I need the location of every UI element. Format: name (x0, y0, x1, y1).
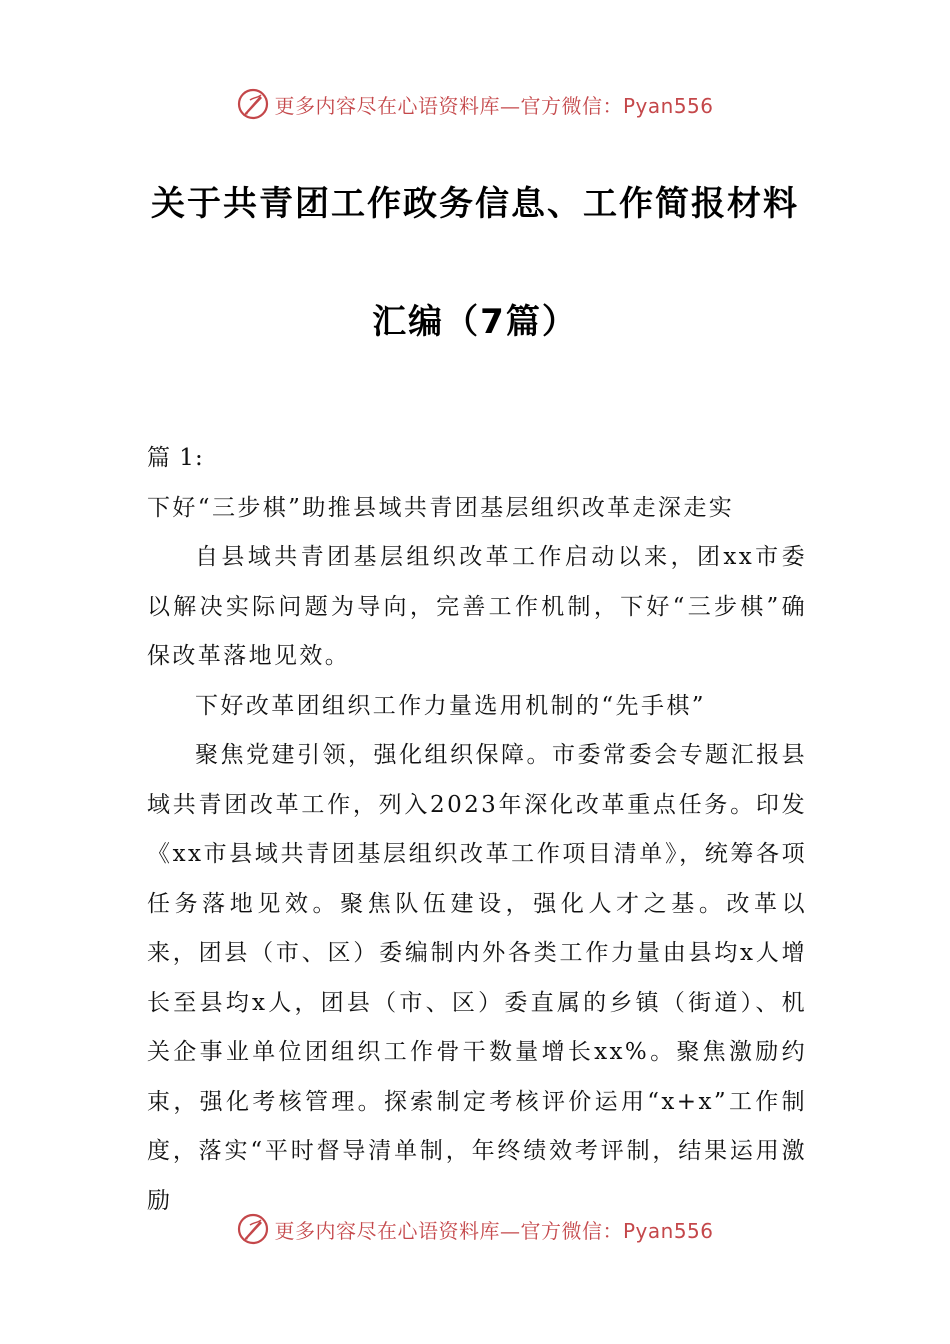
watermark-banner-top (0, 84, 950, 124)
quill-logo-icon (236, 1212, 270, 1246)
watermark-text (274, 1215, 713, 1244)
document-body (147, 434, 807, 1226)
watermark-wechat-id: Pyan556 (622, 93, 714, 118)
watermark-label: 更多内容尽在心语资料库—官方微信： (274, 93, 623, 118)
watermark-label: 更多内容尽在心语资料库—官方微信： (274, 1218, 623, 1243)
section-label: 篇 1: (147, 445, 204, 471)
intro-paragraph: 自县域共青团基层组织改革工作启动以来，团xx市委以解决实际问题为导向，完善工作机制，下好“三步棋”确保改革落地见效。 (147, 544, 807, 669)
quill-logo-icon (236, 87, 270, 121)
document-title-line-1: 关于共青团工作政务信息、工作简报材料 (151, 184, 799, 224)
watermark-banner-bottom (0, 1209, 950, 1249)
article-title: 下好“三步棋”助推县域共青团基层组织改革走深走实 (147, 494, 735, 521)
watermark-text (274, 90, 713, 119)
document-title-line-2: 汇编（7篇） (372, 302, 578, 342)
subheading: 下好改革团组织工作力量选用机制的“先手棋” (195, 692, 706, 719)
body-paragraph: 聚焦党建引领，强化组织保障。市委常委会专题汇报县域共青团改革工作，列入2023年深化改革重点任务。印发《xx市县域共青团基层组织改革工作项目清单》，统筹各项任务落地见效。聚焦队伍建设，强化人才之基。改革以来，团县（市、区）委编制内外各类工作力量由县均x人增长至县均x人，团县（市、区）委直属的乡镇（街道）、机关企事业单位团组织工作骨干数量增长xx%。聚焦激励约束，强化考核管理。探索制定考核评价运用“x+x”工作制度，落实“平时督导清单制，年终绩效考评制，结果运用激励 (147, 742, 807, 1214)
watermark-wechat-id: Pyan556 (622, 1218, 714, 1243)
